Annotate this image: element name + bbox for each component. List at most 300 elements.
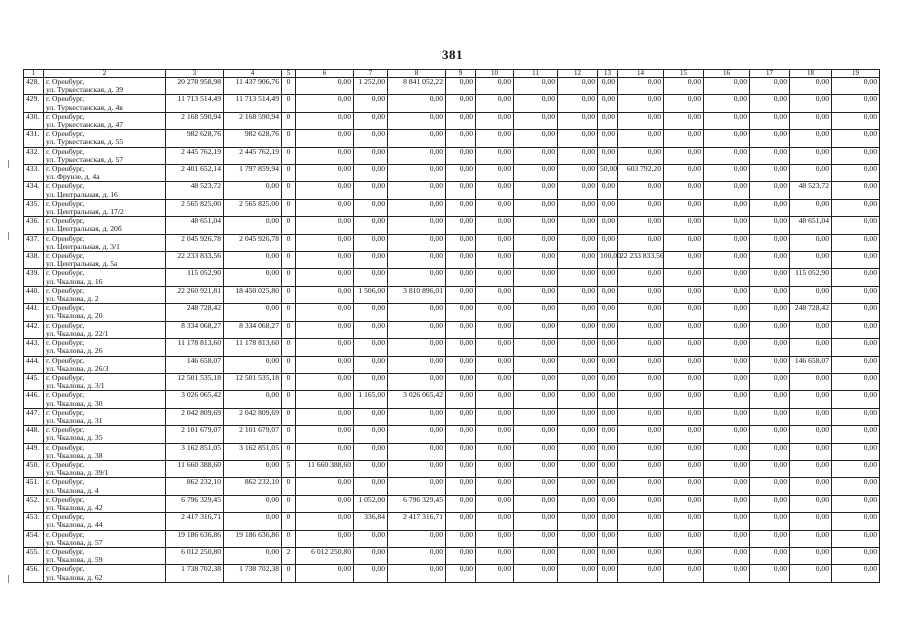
value-cell: 0,00 (704, 373, 750, 390)
value-cell: 0,00 (664, 391, 704, 408)
value-cell: 0,00 (476, 565, 514, 582)
value-cell: 2 417 316,71 (166, 513, 224, 530)
value-cell: 0,00 (224, 460, 282, 477)
address-city: г. Оренбург, (46, 459, 85, 469)
value-cell: 2 042 809,69 (166, 408, 224, 425)
column-number: 5 (282, 70, 296, 78)
address-cell (44, 356, 166, 373)
value-cell: 0,00 (354, 199, 388, 216)
value-cell: 0,00 (618, 408, 664, 425)
value-cell: 0,00 (296, 199, 354, 216)
value-cell: 0,00 (446, 391, 476, 408)
value-cell: 0,00 (224, 304, 282, 321)
value-cell: 6 012 250,80 (166, 547, 224, 564)
row-number: 434. (24, 182, 44, 199)
value-cell: 0,00 (514, 495, 558, 512)
address-cell (44, 478, 166, 495)
address-city: г. Оренбург, (46, 494, 85, 504)
value-cell: 0,00 (790, 426, 832, 443)
value-cell: 0,00 (558, 165, 598, 182)
value-cell: 0,00 (296, 130, 354, 147)
value-cell: 0,00 (354, 373, 388, 390)
table-row (24, 286, 880, 303)
address-cell (44, 565, 166, 582)
value-cell: 0,00 (618, 530, 664, 547)
value-cell: 0,00 (704, 147, 750, 164)
value-cell: 0,00 (296, 234, 354, 251)
value-cell: 0,00 (832, 460, 880, 477)
address-cell (44, 199, 166, 216)
row-number: 430. (24, 112, 44, 129)
value-cell: 0,00 (514, 408, 558, 425)
value-cell: 0,00 (514, 199, 558, 216)
value-cell: 0,00 (618, 217, 664, 234)
value-cell: 0,00 (296, 339, 354, 356)
row-number: 449. (24, 443, 44, 460)
value-cell: 0,00 (296, 356, 354, 373)
value-cell: 0,00 (664, 495, 704, 512)
value-cell: 0,00 (664, 147, 704, 164)
value-cell: 0,00 (446, 130, 476, 147)
address-city: г. Оренбург, (46, 303, 85, 313)
table-row (24, 199, 880, 216)
value-cell: 12 501 535,18 (224, 373, 282, 390)
value-cell: 2 168 590,94 (166, 112, 224, 129)
value-cell: 0,00 (750, 460, 790, 477)
address-street: ул. Чкалова, д. 16 (46, 276, 103, 286)
value-cell: 2 417 316,71 (388, 513, 446, 530)
value-cell: 0,00 (296, 182, 354, 199)
address-street: ул. Чкалова, д. 4 (46, 485, 99, 495)
value-cell: 0,00 (388, 565, 446, 582)
value-cell: 0,00 (388, 530, 446, 547)
value-cell: 0,00 (514, 321, 558, 338)
value-cell: 0,00 (704, 565, 750, 582)
value-cell: 0,00 (388, 199, 446, 216)
value-cell: 0,00 (514, 112, 558, 129)
value-cell: 0,00 (664, 408, 704, 425)
value-cell: 0,00 (704, 530, 750, 547)
value-cell: 0,00 (704, 495, 750, 512)
address-street: ул. Чкалова, д. 42 (46, 502, 103, 512)
address-street: ул. Центральная, д. 17/2 (46, 207, 124, 217)
value-cell: 0,00 (832, 252, 880, 269)
value-cell: 0,00 (664, 182, 704, 199)
address-street: ул. Туркестанская, д. 4в (46, 102, 123, 112)
address-city: г. Оренбург, (46, 251, 85, 261)
value-cell: 2 445 762,19 (224, 147, 282, 164)
table-row (24, 426, 880, 443)
value-cell: 0,00 (354, 182, 388, 199)
value-cell: 20 278 958,98 (166, 78, 224, 95)
value-cell: 0,00 (750, 408, 790, 425)
value-cell: 0,00 (558, 443, 598, 460)
value-cell: 0,00 (704, 130, 750, 147)
value-cell: 0,00 (476, 130, 514, 147)
value-cell: 0,00 (388, 408, 446, 425)
column-number: 17 (750, 70, 790, 78)
value-cell: 0,00 (704, 78, 750, 95)
value-cell: 0,00 (476, 78, 514, 95)
value-cell: 0,00 (664, 286, 704, 303)
value-cell: 0,00 (832, 513, 880, 530)
value-cell: 0,00 (296, 513, 354, 530)
value-cell: 0,00 (790, 408, 832, 425)
value-cell: 0,00 (476, 199, 514, 216)
value-cell: 0,00 (704, 304, 750, 321)
value-cell: 0,00 (388, 234, 446, 251)
value-cell: 0,00 (832, 112, 880, 129)
value-cell: 0 (282, 495, 296, 512)
value-cell: 0,00 (704, 95, 750, 112)
value-cell: 0,00 (514, 530, 558, 547)
value-cell: 0 (282, 304, 296, 321)
value-cell: 100,00 (598, 252, 618, 269)
table-row (24, 182, 880, 199)
value-cell: 0,00 (296, 95, 354, 112)
value-cell: 0,00 (790, 460, 832, 477)
value-cell: 0,00 (388, 269, 446, 286)
column-number: 11 (514, 70, 558, 78)
row-number: 450. (24, 460, 44, 477)
value-cell: 0,00 (296, 495, 354, 512)
value-cell: 0,00 (598, 130, 618, 147)
value-cell: 2 042 809,69 (224, 408, 282, 425)
value-cell: 6 012 250,80 (296, 547, 354, 564)
value-cell: 0,00 (598, 182, 618, 199)
value-cell: 11 437 906,76 (224, 78, 282, 95)
value-cell: 0,00 (664, 217, 704, 234)
value-cell: 0,00 (476, 443, 514, 460)
value-cell: 0,00 (296, 252, 354, 269)
address-city: г. Оренбург, (46, 372, 85, 382)
address-cell (44, 443, 166, 460)
value-cell: 0,00 (354, 339, 388, 356)
value-cell: 0,00 (388, 217, 446, 234)
address-cell (44, 78, 166, 95)
value-cell: 0,00 (514, 426, 558, 443)
value-cell: 0,00 (750, 130, 790, 147)
value-cell: 0 (282, 147, 296, 164)
value-cell: 0,00 (388, 95, 446, 112)
row-number: 440. (24, 286, 44, 303)
value-cell: 0,00 (354, 269, 388, 286)
value-cell: 0,00 (750, 199, 790, 216)
value-cell: 0,00 (476, 286, 514, 303)
value-cell: 0,00 (598, 304, 618, 321)
value-cell: 0,00 (598, 443, 618, 460)
value-cell: 0,00 (664, 165, 704, 182)
value-cell: 1 738 702,38 (224, 565, 282, 582)
value-cell: 0,00 (446, 78, 476, 95)
value-cell: 3 026 065,42 (388, 391, 446, 408)
value-cell: 0,00 (832, 304, 880, 321)
value-cell: 48 523,72 (166, 182, 224, 199)
value-cell: 0,00 (790, 547, 832, 564)
value-cell: 0,00 (664, 304, 704, 321)
value-cell: 0,00 (514, 443, 558, 460)
value-cell: 0,00 (832, 199, 880, 216)
value-cell: 1 738 702,38 (166, 565, 224, 582)
value-cell: 0,00 (790, 78, 832, 95)
address-street: ул. Центральная, д. 3/1 (46, 241, 120, 251)
value-cell: 0,00 (704, 426, 750, 443)
value-cell: 0,00 (446, 321, 476, 338)
value-cell: 0,00 (832, 130, 880, 147)
value-cell: 0,00 (664, 269, 704, 286)
value-cell: 0,00 (598, 547, 618, 564)
address-city: г. Оренбург, (46, 77, 85, 86)
value-cell: 0,00 (664, 460, 704, 477)
value-cell: 0,00 (354, 530, 388, 547)
value-cell: 0,00 (446, 478, 476, 495)
address-city: г. Оренбург, (46, 442, 85, 452)
value-cell: 0,00 (664, 513, 704, 530)
table-row (24, 252, 880, 269)
value-cell: 0 (282, 217, 296, 234)
value-cell: 0,00 (598, 269, 618, 286)
value-cell: 0,00 (558, 286, 598, 303)
value-cell: 0,00 (514, 182, 558, 199)
value-cell: 5 (282, 460, 296, 477)
value-cell: 0,00 (704, 199, 750, 216)
value-cell: 0,00 (514, 234, 558, 251)
value-cell: 0,00 (750, 182, 790, 199)
value-cell: 115 052,90 (166, 269, 224, 286)
value-cell: 0,00 (618, 286, 664, 303)
row-number: 436. (24, 217, 44, 234)
value-cell: 0,00 (790, 95, 832, 112)
address-street: ул. Центральная, д. 16 (46, 189, 118, 199)
address-cell (44, 147, 166, 164)
value-cell: 0,00 (750, 443, 790, 460)
value-cell: 0,00 (832, 147, 880, 164)
column-number: 14 (618, 70, 664, 78)
table-row (24, 443, 880, 460)
value-cell: 0,00 (388, 547, 446, 564)
table-row (24, 147, 880, 164)
value-cell: 0 (282, 321, 296, 338)
column-number: 6 (296, 70, 354, 78)
value-cell: 22 233 833,56 (618, 252, 664, 269)
value-cell: 0,00 (296, 217, 354, 234)
value-cell: 0,00 (296, 165, 354, 182)
value-cell: 0,00 (750, 356, 790, 373)
address-city: г. Оренбург, (46, 129, 85, 139)
column-number: 19 (832, 70, 880, 78)
value-cell: 0,00 (514, 460, 558, 477)
value-cell: 0,00 (476, 234, 514, 251)
value-cell: 0,00 (832, 426, 880, 443)
value-cell: 0,00 (388, 339, 446, 356)
table-row (24, 234, 880, 251)
value-cell: 0,00 (476, 339, 514, 356)
value-cell: 0,00 (296, 147, 354, 164)
value-cell: 6 796 329,45 (388, 495, 446, 512)
value-cell: 0,00 (296, 321, 354, 338)
address-street: ул. Чкалова, д. 30 (46, 398, 103, 408)
value-cell: 0,00 (446, 112, 476, 129)
table-row (24, 373, 880, 390)
value-cell: 0,00 (832, 478, 880, 495)
value-cell: 0,00 (618, 147, 664, 164)
address-city: г. Оренбург, (46, 111, 85, 121)
value-cell: 0,00 (750, 530, 790, 547)
address-cell (44, 408, 166, 425)
value-cell: 0,00 (296, 565, 354, 582)
value-cell: 0,00 (750, 217, 790, 234)
value-cell: 3 810 896,01 (388, 286, 446, 303)
value-cell: 2 401 652,14 (166, 165, 224, 182)
value-cell: 0,00 (618, 130, 664, 147)
value-cell: 0,00 (476, 95, 514, 112)
value-cell: 0,00 (446, 530, 476, 547)
value-cell: 0,00 (598, 339, 618, 356)
address-street: ул. Чкалова, д. 57 (46, 537, 103, 547)
value-cell: 0,00 (476, 147, 514, 164)
value-cell: 0 (282, 165, 296, 182)
address-street: ул. Чкалова, д. 62 (46, 572, 103, 582)
value-cell: 0,00 (750, 513, 790, 530)
value-cell: 0,00 (446, 339, 476, 356)
value-cell: 0,00 (664, 130, 704, 147)
value-cell: 0,00 (598, 356, 618, 373)
value-cell: 0,00 (354, 408, 388, 425)
value-cell: 0,00 (558, 182, 598, 199)
address-city: г. Оренбург, (46, 268, 85, 278)
value-cell: 0,00 (354, 478, 388, 495)
value-cell: 0,00 (664, 443, 704, 460)
value-cell: 0,00 (704, 269, 750, 286)
value-cell: 0,00 (832, 547, 880, 564)
value-cell: 0,00 (388, 130, 446, 147)
value-cell: 0,00 (388, 112, 446, 129)
value-cell: 1 052,00 (354, 495, 388, 512)
row-number: 429. (24, 95, 44, 112)
address-street: ул. Чкалова, д. 38 (46, 450, 103, 460)
value-cell: 0,00 (598, 286, 618, 303)
value-cell: 0,00 (598, 460, 618, 477)
value-cell: 0,00 (476, 356, 514, 373)
value-cell: 0,00 (598, 565, 618, 582)
address-street: ул. Туркестанская, д. 47 (46, 120, 124, 130)
column-number: 10 (476, 70, 514, 78)
address-cell (44, 513, 166, 530)
value-cell: 0,00 (598, 112, 618, 129)
value-cell: 0,00 (388, 373, 446, 390)
value-cell: 0,00 (598, 217, 618, 234)
value-cell: 0,00 (704, 165, 750, 182)
table-row (24, 513, 880, 530)
value-cell: 0,00 (832, 373, 880, 390)
value-cell: 0,00 (790, 443, 832, 460)
table-row (24, 408, 880, 425)
column-number: 7 (354, 70, 388, 78)
row-number: 431. (24, 130, 44, 147)
value-cell: 0,00 (296, 391, 354, 408)
value-cell: 0,00 (832, 356, 880, 373)
value-cell: 0,00 (832, 443, 880, 460)
table-row (24, 304, 880, 321)
value-cell: 0,00 (388, 165, 446, 182)
address-city: г. Оренбург, (46, 233, 85, 243)
value-cell: 0,00 (558, 95, 598, 112)
margin-mark (8, 160, 9, 168)
table-row (24, 495, 880, 512)
value-cell: 0,00 (598, 530, 618, 547)
value-cell: 0,00 (446, 304, 476, 321)
value-cell: 1 252,00 (354, 78, 388, 95)
value-cell: 0,00 (388, 182, 446, 199)
value-cell: 0,00 (224, 513, 282, 530)
value-cell: 0 (282, 269, 296, 286)
value-cell: 0,00 (790, 391, 832, 408)
value-cell: 0 (282, 373, 296, 390)
address-city: г. Оренбург, (46, 285, 85, 295)
value-cell: 0,00 (446, 547, 476, 564)
value-cell: 2 565 825,00 (166, 199, 224, 216)
value-cell: 2 045 926,78 (224, 234, 282, 251)
value-cell: 0,00 (598, 321, 618, 338)
value-cell: 0,00 (704, 547, 750, 564)
row-number: 446. (24, 391, 44, 408)
value-cell: 0,00 (750, 252, 790, 269)
value-cell: 0,00 (354, 356, 388, 373)
value-cell: 0,00 (514, 147, 558, 164)
value-cell: 0,00 (514, 513, 558, 530)
value-cell: 0,00 (476, 165, 514, 182)
value-cell: 0,00 (704, 234, 750, 251)
column-number-row (24, 70, 880, 78)
value-cell: 50,00 (598, 165, 618, 182)
address-street: ул. Чкалова, д. 26 (46, 346, 103, 356)
value-cell: 0,00 (558, 269, 598, 286)
value-cell: 0,00 (446, 252, 476, 269)
value-cell: 0,00 (514, 269, 558, 286)
value-cell: 0,00 (354, 234, 388, 251)
value-cell: 0,00 (514, 339, 558, 356)
value-cell: 11 660 388,60 (166, 460, 224, 477)
table-row (24, 547, 880, 564)
value-cell: 0,00 (832, 269, 880, 286)
value-cell: 0,00 (514, 356, 558, 373)
value-cell: 0,00 (618, 304, 664, 321)
table-row (24, 95, 880, 112)
address-cell (44, 426, 166, 443)
value-cell: 0,00 (618, 391, 664, 408)
address-cell (44, 182, 166, 199)
value-cell: 0,00 (790, 286, 832, 303)
value-cell: 0,00 (664, 565, 704, 582)
row-number: 438. (24, 252, 44, 269)
table-row (24, 165, 880, 182)
value-cell: 0,00 (750, 339, 790, 356)
value-cell: 0,00 (664, 356, 704, 373)
value-cell: 8 334 068,27 (166, 321, 224, 338)
value-cell: 0,00 (296, 286, 354, 303)
value-cell: 0,00 (514, 165, 558, 182)
table-row (24, 565, 880, 582)
value-cell: 0,00 (476, 252, 514, 269)
value-cell: 0,00 (476, 269, 514, 286)
row-number: 456. (24, 565, 44, 582)
value-cell: 0,00 (446, 426, 476, 443)
value-cell: 0,00 (514, 547, 558, 564)
value-cell: 0,00 (664, 252, 704, 269)
value-cell: 0,00 (832, 495, 880, 512)
value-cell: 0,00 (476, 321, 514, 338)
value-cell: 0,00 (618, 495, 664, 512)
